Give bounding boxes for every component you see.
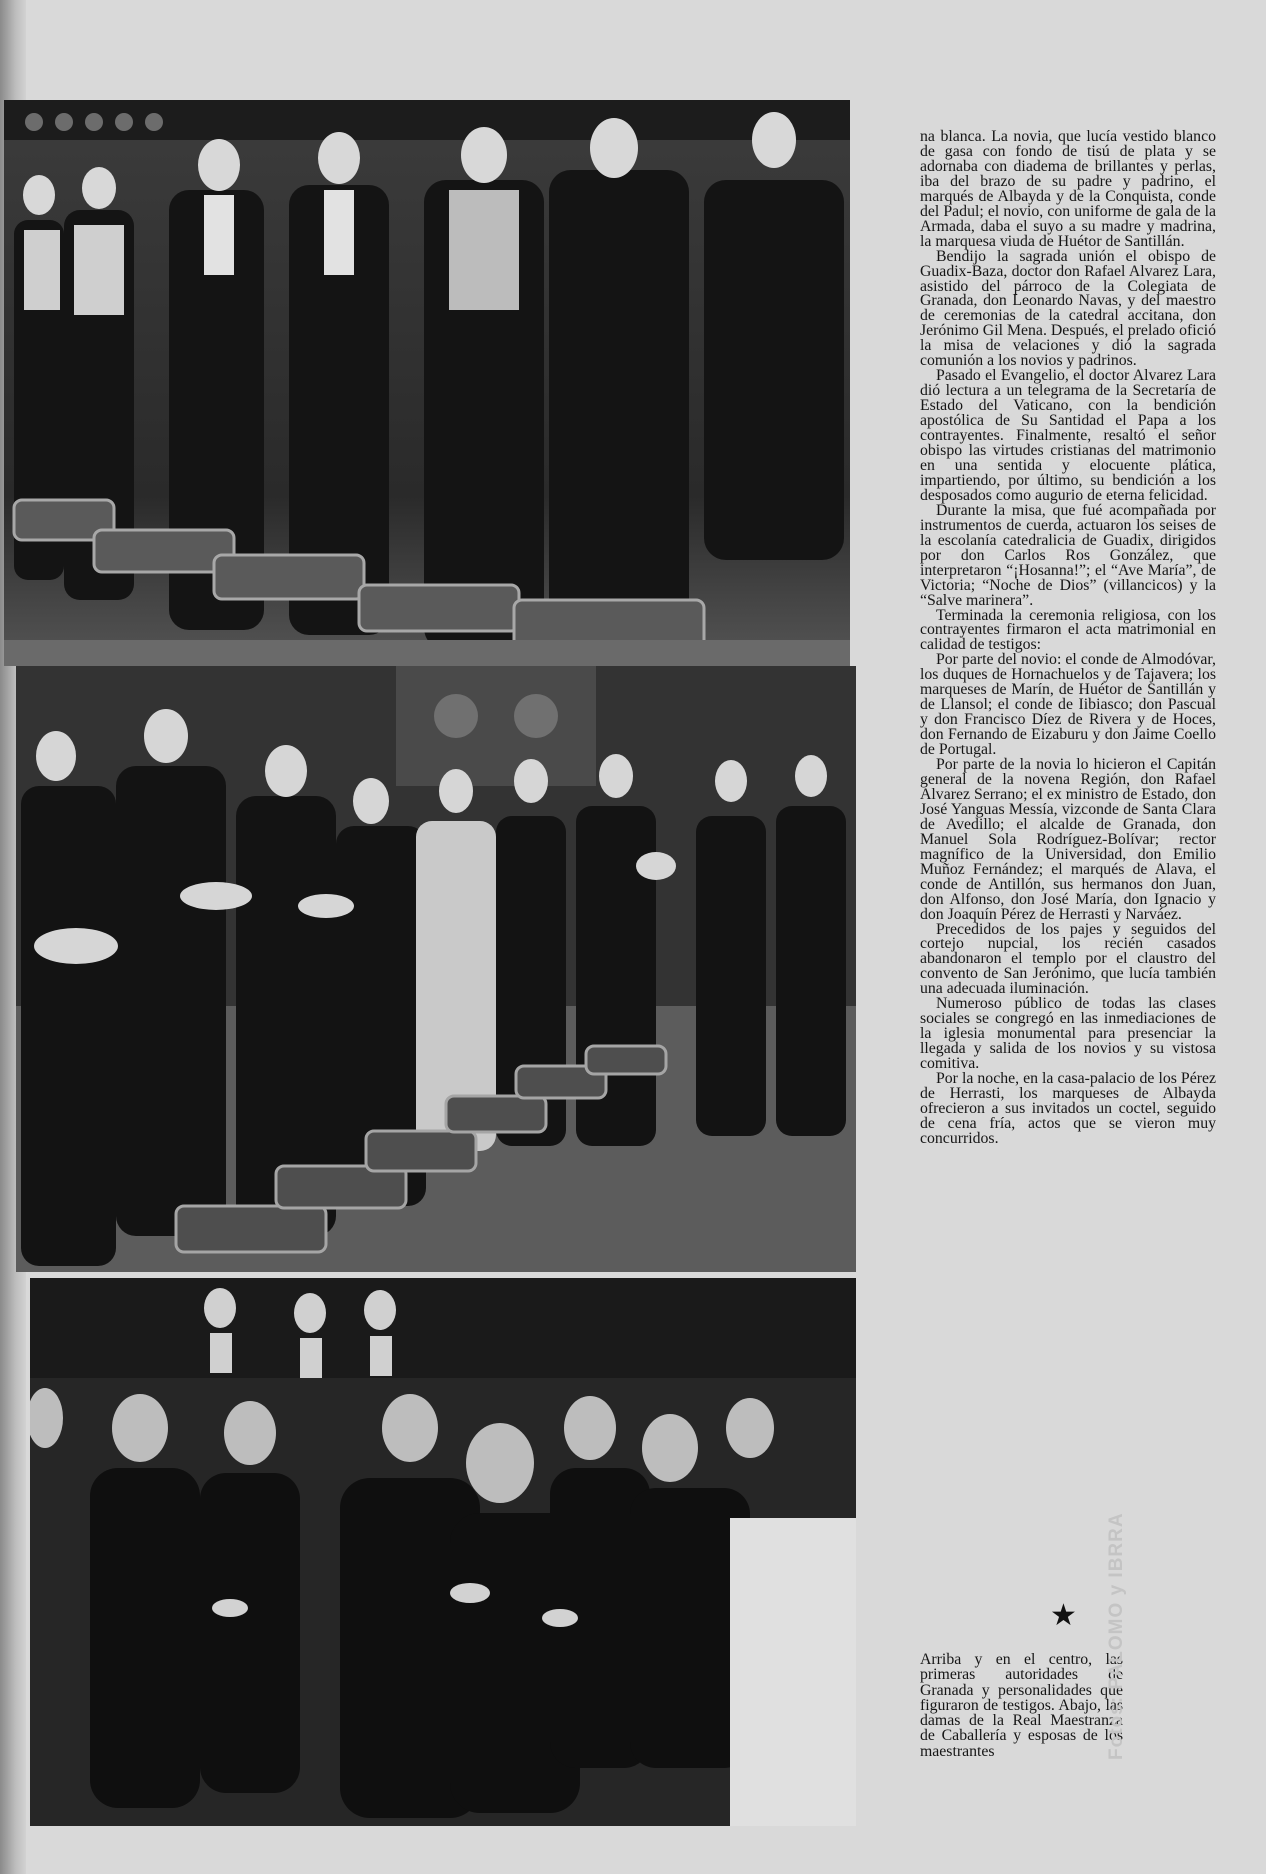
article-paragraph: Bendijo la sagrada unión el obispo de Guadix-Baza, doctor don Rafael Alvarez Lara, asistido del párroco de la Colegiata de Granada, don Leonardo Navas, y del maestro de ceremonias de la catedral accitana, don Jerónimo Gil Mena. Después, el prelado ofició la misa de velaciones y dió la sagrada comunión a los novios y padrinos. [920, 247, 1216, 370]
article-paragraph: Pasado el Evangelio, el doctor Alvarez Lara dió lectura a un telegrama de la Secretaría de Estado del Vaticano, con la bendición apostólica de Su Santidad el Papa a los contrayentes. Finalmente, resaltó el señor obispo las virtudes cristianas del matrimonio en una sentida y elocuente plática, impartiendo, por último, su bendición a los desposados como augurio de eterna felicidad. [920, 367, 1216, 504]
article-paragraph: na blanca. La novia, que lucía vestido blanco de gasa con fondo de tisú de plata y se adornaba con diadema de brillantes y perlas, iba del brazo de su padre y padrino, el marqués de Albayda y de la Conquista, conde del Padul; el novio, con uniforme de gala de la Armada, daba el suyo a su madre y madrina, la marquesa viuda de Huétor de Santillán. [920, 128, 1216, 250]
article-paragraph: Por parte de la novia lo hicieron el Capitán general de la novena Región, don Rafael Alvarez Serrano; el ex ministro de Estado, don José Yanguas Messía, vizconde de Santa Clara de Avedillo; el alcalde de Granada, don Manuel Sola Rodríguez-Bolívar; rector magnífico de la Universidad, don Emilio Muñoz Fernández; el marqués de Alava, el conde de Antillón, sus hermanos don Juan, don Alfonso, don José María, don Ignacio y don Joaquín Pérez de Herrasti y Narváez. [920, 756, 1216, 923]
photo-credit: Fotos: PALOMO y IBRRA [1106, 1512, 1127, 1760]
article-paragraph: Durante la misa, que fué acompañada por instrumentos de cuerda, actuaron los seises de la escolanía catedralicia de Guadix, dirigidos por don Carlos Ros González, que interpretaron “¡Hosanna!”; el “Ave María”, de Victoria; “Noche de Dios” (villancicos) y la “Salve marinera”. [920, 501, 1216, 609]
article-body [920, 130, 1216, 1147]
article-paragraph: Por la noche, en la casa-palacio de los Pérez de Herrasti, los marqueses de Albayda ofrecieron a sus invitados un coctel, seguido de cena fría, actos que se vieron muy concurridos. [920, 1070, 1216, 1147]
article-paragraph: Terminada la ceremonia religiosa, con los contrayentes firmaron el acta matrimonial en calidad de testigos: [920, 606, 1216, 654]
photo-caption: Arriba y en el centro, las primeras autoridades de Granada y personalidades que figuraron de testigos. Abajo, las damas de la Real Maestranza de Caballería y esposas de los maestrantes [920, 1651, 1123, 1760]
article-paragraph: Precedidos de los pajes y seguidos del cortejo nupcial, los recién casados abandonaron el templo por el claustro del convento de San Jerónimo, que lucía también una adecuada iluminación. [920, 920, 1216, 998]
photo-ladies-bottom [30, 1278, 856, 1826]
article-paragraph: Por parte del novio: el conde de Almodóvar, los duques de Hornachuelos y de Tajavera; los marqueses de Marín, de Huétor de Santillán y de Llansol; el conde de Iibiasco; don Pascual y don Francisco Díez de Rivera y de Hoces, don Fernando de Eizaburu y don Jaime Coello de Portugal. [920, 651, 1216, 759]
star-separator-icon: ★ [1050, 1598, 1077, 1633]
photo-dignitaries-top [4, 100, 850, 666]
article-paragraph: Numeroso público de todas las clases sociales se congregó en las inmediaciones de la iglesia monumental para presenciar la llegada y salida de los novios y su vistosa comitiva. [920, 995, 1216, 1073]
photo-officers-middle [16, 666, 856, 1272]
